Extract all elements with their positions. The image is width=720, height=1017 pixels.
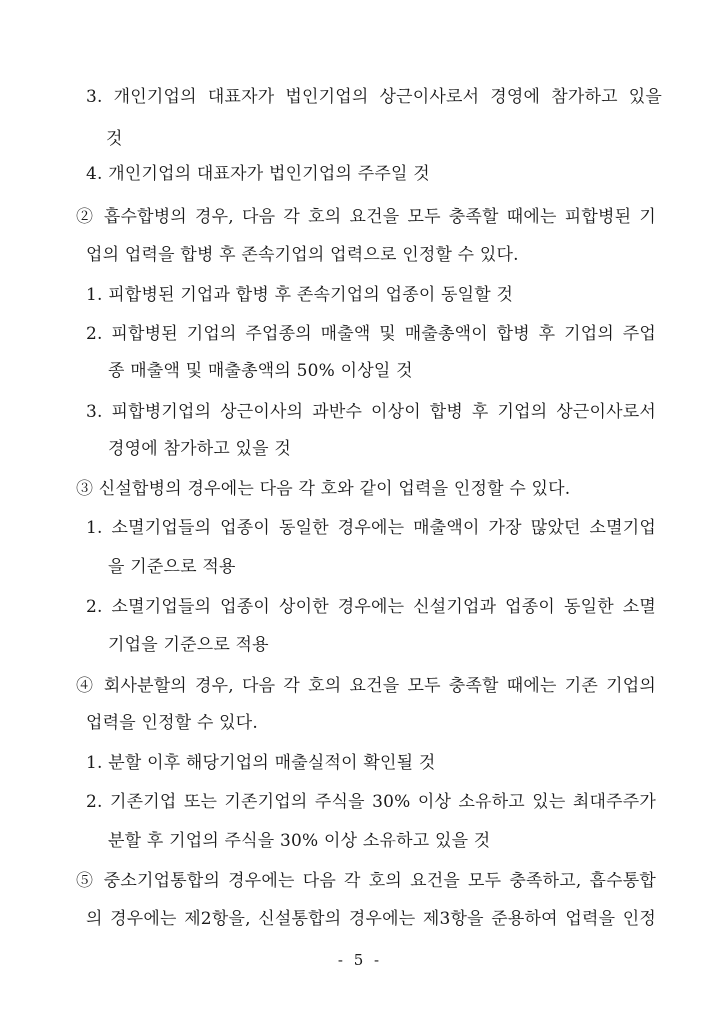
paragraph-3-item-1-line-1: 1. 소멸기업들의 업종이 동일한 경우에는 매출액이 가장 많았던 소멸기업	[86, 518, 656, 538]
item-4-line: 4. 개인기업의 대표자가 법인기업의 주주일 것	[86, 164, 430, 184]
paragraph-4-item-2-line-2: 분할 후 기업의 주식을 30% 이상 소유하고 있을 것	[108, 831, 491, 851]
paragraph-2-item-2-line-1: 2. 피합병된 기업의 주업종의 매출액 및 매출총액이 합병 후 기업의 주업	[86, 324, 656, 344]
paragraph-3-line-1: ③ 신설합병의 경우에는 다음 각 호와 같이 업력을 인정할 수 있다.	[76, 479, 571, 499]
paragraph-2-line-1: ② 흡수합병의 경우, 다음 각 호의 요건을 모두 충족할 때에는 피합병된 기	[76, 207, 656, 227]
paragraph-4-item-1: 1. 분할 이후 해당기업의 매출실적이 확인될 것	[86, 753, 436, 773]
paragraph-4-item-2-line-1: 2. 기존기업 또는 기존기업의 주식을 30% 이상 소유하고 있는 최대주주가	[86, 792, 656, 812]
paragraph-2-item-2-line-2: 종 매출액 및 매출총액의 50% 이상일 것	[108, 361, 413, 381]
paragraph-5-line-2: 의 경우에는 제2항을, 신설통합의 경우에는 제3항을 준용하여 업력을 인정	[86, 909, 656, 929]
paragraph-3-item-1-line-2: 을 기준으로 적용	[108, 557, 236, 577]
paragraph-2-item-3-line-1: 3. 피합병기업의 상근이사의 과반수 이상이 합병 후 기업의 상근이사로서	[86, 402, 656, 422]
item-3-line-2: 것	[106, 129, 123, 149]
page-number: - 5 -	[337, 951, 383, 969]
paragraph-2-line-2: 업의 업력을 합병 후 존속기업의 업력으로 인정할 수 있다.	[86, 245, 519, 265]
paragraph-5-line-1: ⑤ 중소기업통합의 경우에는 다음 각 호의 요건을 모두 충족하고, 흡수통합	[76, 871, 656, 891]
item-3-line-1: 3. 개인기업의 대표자가 법인기업의 상근이사로서 경영에 참가하고 있을	[86, 87, 662, 107]
paragraph-3-item-2-line-1: 2. 소멸기업들의 업종이 상이한 경우에는 신설기업과 업종이 동일한 소멸	[86, 597, 656, 617]
paragraph-2-item-1: 1. 피합병된 기업과 합병 후 존속기업의 업종이 동일할 것	[86, 285, 514, 305]
paragraph-4-line-1: ④ 회사분할의 경우, 다음 각 호의 요건을 모두 충족할 때에는 기존 기업의	[76, 676, 656, 696]
paragraph-2-item-3-line-2: 경영에 참가하고 있을 것	[108, 439, 292, 459]
paragraph-3-item-2-line-2: 기업을 기준으로 적용	[108, 635, 269, 655]
paragraph-4-line-2: 업력을 인정할 수 있다.	[86, 713, 259, 733]
